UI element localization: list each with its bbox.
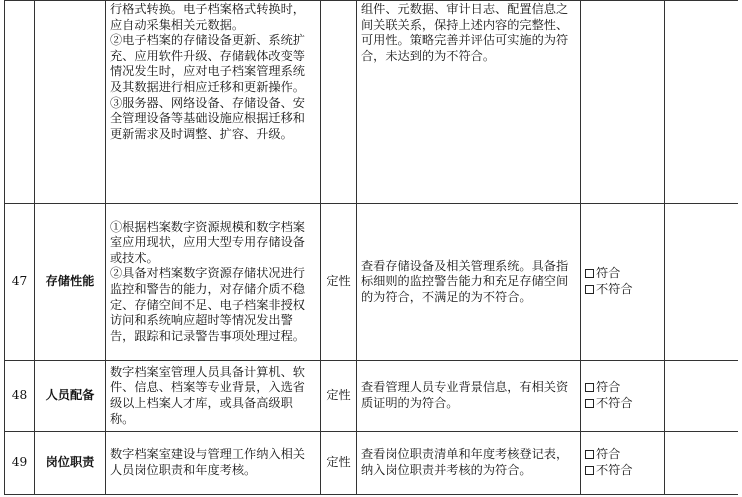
requirement-line: 行格式转换。电子档案格式转换时，应自动采集相关元数据。 [110, 2, 305, 32]
item-number: 49 [5, 432, 35, 495]
item-name: 存储性能 [35, 204, 106, 361]
checkbox-icon[interactable] [585, 383, 594, 392]
method-text: 组件、元数据、审计日志、配置信息之间关联关系，保持上述内容的完整性、可用性。策略完善并评估可实施的为符合，未达到的为不符合。 [361, 2, 569, 63]
requirement-cell [106, 432, 321, 495]
requirement-cell [106, 361, 321, 432]
assessment-method [357, 432, 581, 495]
option-nonconform[interactable]: 不符合 [585, 396, 660, 412]
assessment-type: 定性 [321, 432, 357, 495]
checkbox-icon[interactable] [585, 269, 594, 278]
result-cell [581, 432, 665, 495]
item-name: 人员配备 [35, 361, 106, 432]
item-number [5, 1, 35, 204]
assessment-type: 定性 [321, 204, 357, 361]
table-row-47 [5, 204, 739, 361]
option-nonconform[interactable]: 不符合 [585, 282, 660, 298]
method-text: 查看管理人员专业背景信息，有相关资质证明的为符合。 [361, 380, 569, 410]
assessment-table [4, 0, 738, 495]
option-nonconform[interactable]: 不符合 [585, 463, 660, 479]
option-conform[interactable]: 符合 [585, 266, 660, 282]
assessment-type: 定性 [321, 361, 357, 432]
assessment-table-sheet [4, 0, 738, 497]
option-conform[interactable]: 符合 [585, 447, 660, 463]
assessment-method [357, 361, 581, 432]
table-row-48 [5, 361, 739, 432]
requirement-line: 数字档案室建设与管理工作纳入相关人员岗位职责和年度考核。 [110, 447, 305, 477]
note-cell [665, 204, 739, 361]
method-text: 查看存储设备及相关管理系统。具备指标细则的监控警告能力和充足存储空间的为符合，不满足的为不符合。 [361, 258, 569, 304]
item-number: 47 [5, 204, 35, 361]
checkbox-icon[interactable] [585, 466, 594, 475]
requirement-cell [106, 1, 321, 204]
item-number: 48 [5, 361, 35, 432]
table-row-49 [5, 432, 739, 495]
assessment-method [357, 1, 581, 204]
result-cell [581, 361, 665, 432]
checkbox-icon[interactable] [585, 399, 594, 408]
checkbox-icon[interactable] [585, 285, 594, 294]
requirement-line: ②具备对档案数字资源存储状况进行监控和警告的能力，对存储介质不稳定、存储空间不足、电子档案非授权访问和系统响应超时等情况发出警告，跟踪和记录警告事项处理过程。 [110, 266, 305, 343]
checkbox-icon[interactable] [585, 450, 594, 459]
requirement-line: ③服务器、网络设备、存储设备、安全管理设备等基础设施应根据迁移和更新需求及时调整、扩容、升级。 [110, 95, 305, 141]
option-conform[interactable]: 符合 [585, 380, 660, 396]
requirement-line: 数字档案室管理人员具备计算机、软件、信息、档案等专业背景，入选省级以上档案人才库，或具备高级职称。 [110, 364, 305, 426]
assessment-method [357, 204, 581, 361]
requirement-cell [106, 204, 321, 361]
result-cell [581, 1, 665, 204]
requirement-line: ②电子档案的存储设备更新、系统扩充、应用软件升级、存储载体改变等情况发生时，应对电子档案管理系统及其数据进行相应迁移和更新操作。 [110, 33, 305, 94]
assessment-type [321, 1, 357, 204]
note-cell [665, 432, 739, 495]
method-text: 查看岗位职责清单和年度考核登记表，纳入岗位职责并考核的为符合。 [361, 447, 569, 477]
requirement-line: ①根据档案数字资源规模和数字档案室应用现状，应用大型专用存储设备或技术。 [110, 219, 305, 265]
item-name [35, 1, 106, 204]
result-cell [581, 204, 665, 361]
note-cell [665, 1, 739, 204]
table-row-continuation [5, 1, 739, 204]
item-name: 岗位职责 [35, 432, 106, 495]
note-cell [665, 361, 739, 432]
